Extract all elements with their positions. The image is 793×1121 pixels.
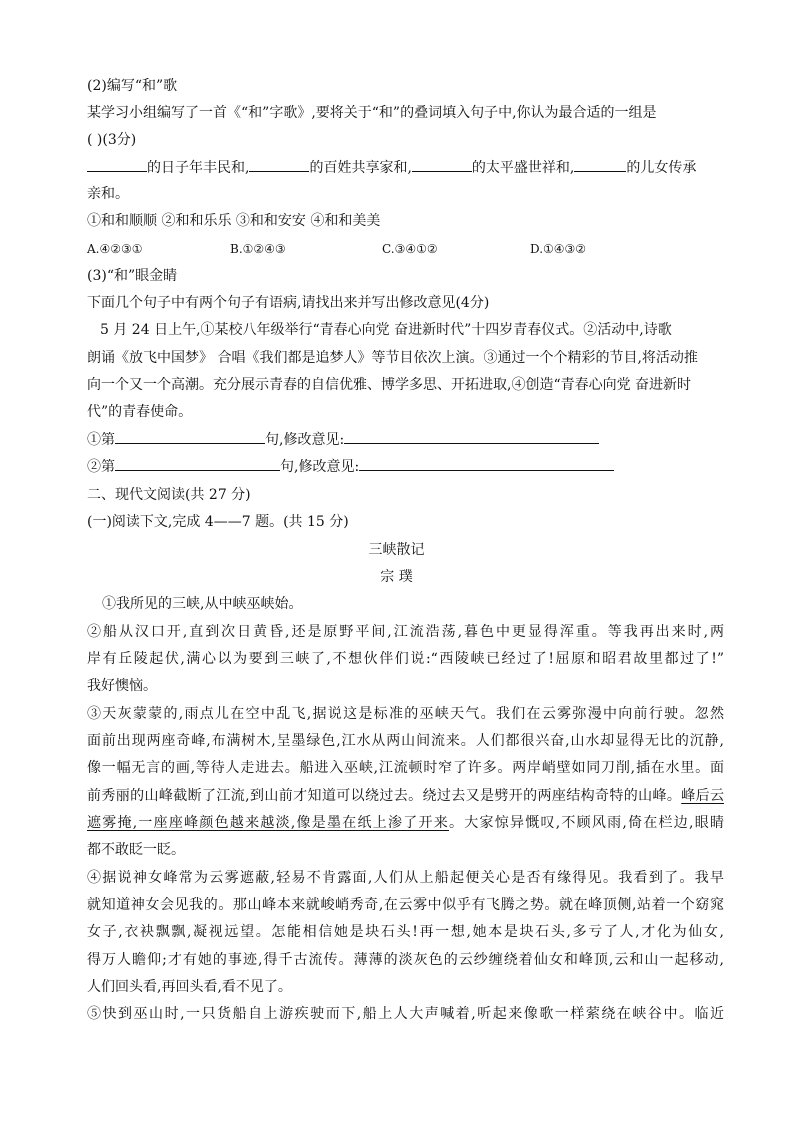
option-c: C.③④①② xyxy=(382,242,438,256)
article-author: 宗 璞 xyxy=(380,569,413,585)
section-3-instruction: 下面几个句子中有两个句子有语病,请找出来并写出修改意见(4分) xyxy=(87,295,490,311)
paragraph-3-line: 像一幅无言的画,等待人走进去。船进入巫峡,江流顿时窄了许多。两岸峭壁如同刀削,插在水里。面 xyxy=(87,760,724,776)
answer-1-mid: 句,修改意见: xyxy=(265,432,345,448)
option-a: A.④②③① xyxy=(87,242,143,256)
underlined-sentence-start: 峰后云 xyxy=(681,788,725,804)
answer-2-opinion-blank[interactable] xyxy=(359,458,614,471)
paragraph-5-line: ⑤快到巫山时,一只货船自上游疾驶而下,船上人大声喊着,听起来像歌一样萦绕在峡谷中。临近 xyxy=(87,1006,724,1022)
song-phrase-1: 的日子年丰民和, xyxy=(147,160,250,176)
song-blank-1 xyxy=(87,159,147,172)
paragraph-4-line: ④据说神女峰常为云雾遮蔽,轻易不肯露面,人们从上船起便关心是否有缘得见。我看到了。我早 xyxy=(87,870,724,886)
song-line xyxy=(87,157,696,179)
answer-2-prefix: ②第 xyxy=(87,459,115,475)
answer-1-opinion-blank[interactable] xyxy=(344,431,599,444)
answer-line-1 xyxy=(87,429,599,451)
song-blank-3 xyxy=(412,159,472,172)
song-line-end: 亲和。 xyxy=(87,186,129,202)
paragraph-4-line: 女子,衣袂飘飘,凝视远望。怎能相信她是块石头!再一想,她本是块石头,多亏了人,才化为仙女, xyxy=(87,924,724,940)
answer-2-mid: 句,修改意见: xyxy=(280,459,360,475)
paragraph-4-line: 得万人瞻仰;才有她的事迹,得千古流传。薄薄的淡灰色的云纱缠绕着仙女和峰顶,云和山一起移动, xyxy=(87,952,724,968)
paragraph-4-line: 就知道神女会见我的。那山峰本来就峻峭秀奇,在云雾中似乎有飞腾之势。就在峰顶侧,站着一个窈窕 xyxy=(87,897,724,913)
question-2-text: 某学习小组编写了一首《“和”字歌》,要将关于“和”的叠词填入句子中,你认为最合适的一组是 xyxy=(87,105,657,121)
paragraph-1: ①我所见的三峡,从中峡巫峡始。 xyxy=(102,596,303,612)
paragraph-2-line: 我好懊恼。 xyxy=(87,678,157,694)
paragraph-line: 5 月 24 日上午,①某校八年级举行“青春心向党 奋进新时代”十四岁青春仪式。②活动中,诗歌 xyxy=(100,322,672,338)
answer-line-2 xyxy=(87,456,614,478)
paragraph-3-line: 遮雾掩,一座座峰颜色越来越淡,像是墨在纸上渗了开来。大家惊异慨叹,不顾风雨,倚在栏边,眼睛 xyxy=(87,815,724,831)
paragraph-3-line: 面前出现两座奇峰,布满树木,呈墨绿色,江水从两山间流来。人们都很兴奋,山水却显得无比的沉静, xyxy=(87,733,724,749)
answer-2-sentence-blank[interactable] xyxy=(115,458,280,471)
paragraph-3-line: 都不敢眨一眨。 xyxy=(87,842,185,858)
section-subheading: (一)阅读下文,完成 4——7 题。(共 15 分) xyxy=(87,514,349,530)
section-2-heading: (2)编写“和”歌 xyxy=(87,78,178,94)
paragraph-2-line: ②船从汉口开,直到次日黄昏,还是原野平间,江流浩荡,暮色中更显得浑重。等我再出来时,两 xyxy=(87,624,724,640)
paragraph-3-line: 前秀丽的山峰截断了江流,到山前才知道可以绕过去。绕过去又是劈开的两座结构奇特的山峰。峰后云 xyxy=(87,788,725,804)
paragraph-4-line: 人们回头看,再回头看,看不见了。 xyxy=(87,979,292,995)
song-blank-2 xyxy=(249,159,309,172)
article-title: 三峡散记 xyxy=(368,542,425,558)
paragraph-line: 朗诵《放飞中国梦》 合唱《我们都是追梦人》等节目依次上演。③通过一个个精彩的节目,将活动推 xyxy=(87,350,698,366)
paragraph-2-line: 岸有丘陵起伏,满心以为要到三峡了,不想伙伴们说:“西陵峡已经过了!屈原和昭君故里都过了!” xyxy=(87,651,724,667)
question-2-answer-slot: ( )(3分) xyxy=(87,132,137,148)
song-items: ①和和顺顺 ②和和乐乐 ③和和安安 ④和和美美 xyxy=(87,213,381,229)
paragraph-line: 向一个又一个高潮。充分展示青春的自信优雅、博学多思、开拓进取,④创造“青春心向党 奋进新时 xyxy=(87,377,692,393)
song-phrase-3: 的太平盛世祥和, xyxy=(471,160,575,176)
answer-1-prefix: ①第 xyxy=(87,432,115,448)
song-phrase-2: 的百姓共享家和, xyxy=(309,160,412,176)
paragraph-line: 代”的青春使命。 xyxy=(87,404,193,420)
answer-1-sentence-blank[interactable] xyxy=(115,431,265,444)
section-3-heading: (3)“和”眼金睛 xyxy=(87,268,178,284)
song-blank-4 xyxy=(574,159,626,172)
option-b: B.①②④③ xyxy=(230,242,286,256)
song-phrase-4: 的儿女传承 xyxy=(626,160,697,176)
underlined-sentence: 遮雾掩,一座座峰颜色越来越淡,像是墨在纸上渗了开来 xyxy=(87,815,449,831)
paragraph-3-line: ③天灰蒙蒙的,雨点儿在空中乱飞,据说这是标准的巫峡天气。我们在云雾弥漫中向前行驶。忽然 xyxy=(87,706,724,722)
option-d: D.①④③② xyxy=(530,242,587,256)
section-heading: 二、现代文阅读(共 27 分) xyxy=(87,487,251,503)
